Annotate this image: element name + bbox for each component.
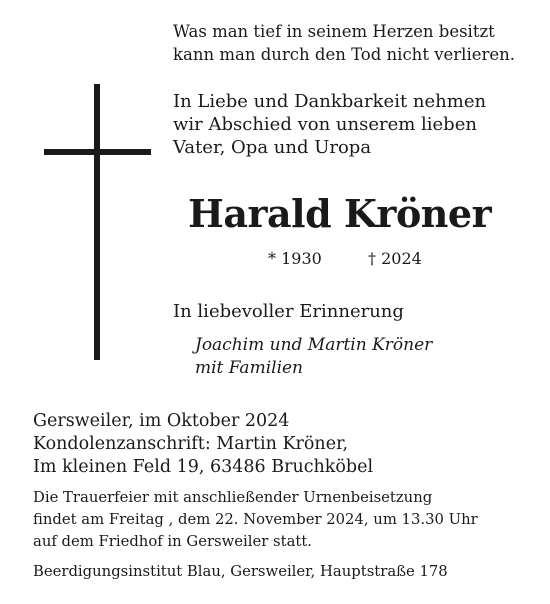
condolence-address-line-2: Im kleinen Feld 19, 63486 Bruchköbel	[33, 457, 374, 477]
quote-line-2: kann man durch den Tod nicht verlieren.	[173, 45, 516, 64]
place-date: Gersweiler, im Oktober 2024	[33, 411, 290, 431]
cross-vertical-bar	[94, 84, 100, 360]
ceremony-line-3: auf dem Friedhof in Gersweiler statt.	[33, 533, 313, 550]
ceremony-line-2: findet am Freitag , dem 22. November 2024, um 13.30 Uhr	[33, 511, 478, 528]
birth-year: * 1930	[268, 249, 322, 268]
intro-line-2: wir Abschied von unserem lieben	[173, 114, 477, 135]
condolence-address-line-1: Kondolenzanschrift: Martin Kröner,	[33, 434, 349, 454]
intro-line-3: Vater, Opa und Uropa	[173, 137, 372, 158]
signed-line-2: mit Familien	[195, 358, 304, 378]
signed-line-1: Joachim und Martin Kröner	[195, 335, 433, 355]
intro-line-1: In Liebe und Dankbarkeit nehmen	[173, 91, 487, 112]
death-year: † 2024	[368, 249, 422, 268]
ceremony-line-1: Die Trauerfeier mit anschließender Urnenbeisetzung	[33, 489, 433, 506]
deceased-name: Harald Kröner	[188, 191, 492, 236]
memory-heading: In liebevoller Erinnerung	[173, 301, 404, 322]
quote-line-1: Was man tief in seinem Herzen besitzt	[173, 22, 495, 41]
undertaker-info: Beerdigungsinstitut Blau, Gersweiler, Hauptstraße 178	[33, 563, 448, 580]
cross-horizontal-bar	[44, 149, 151, 155]
